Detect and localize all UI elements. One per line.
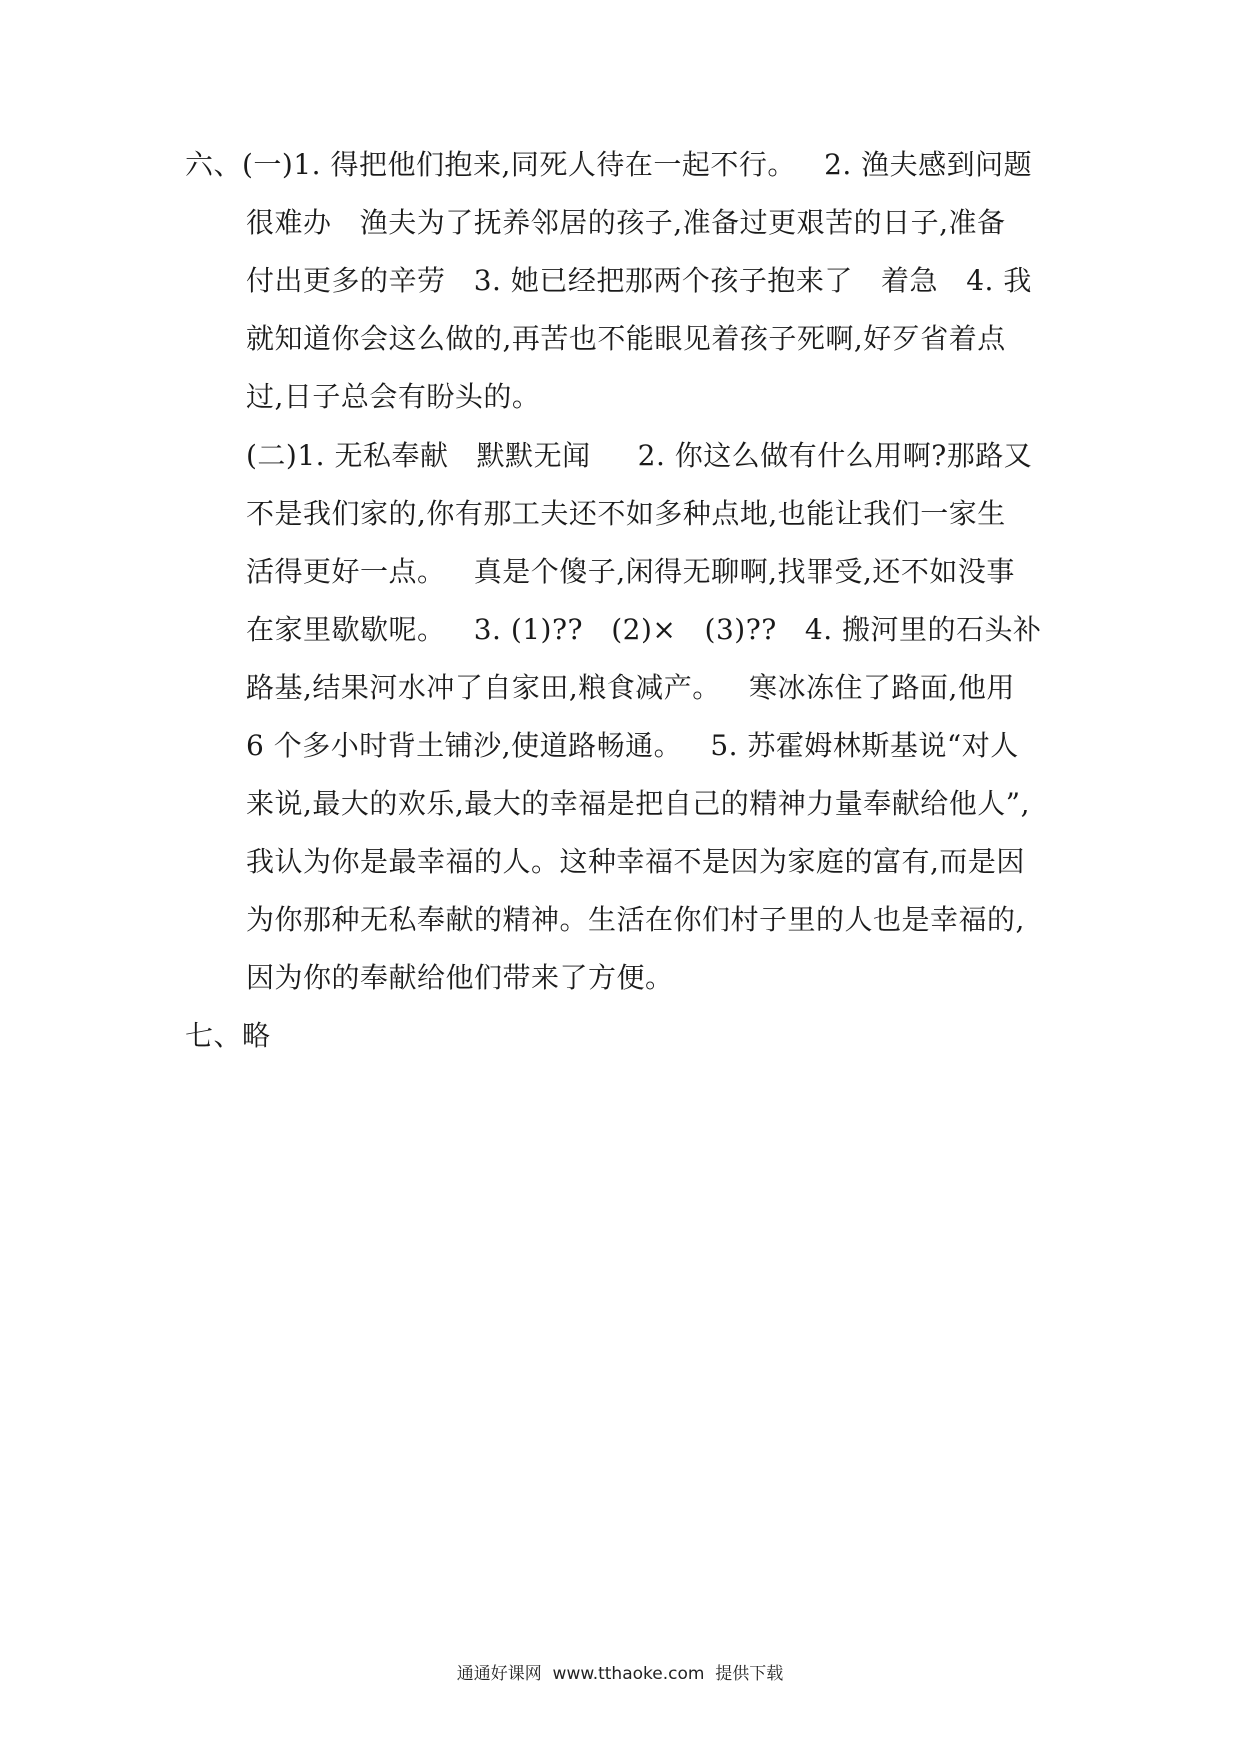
answer-line: 不是我们家的,你有那工夫还不如多种点地,也能让我们一家生	[246, 497, 1006, 530]
answer-line: 在家里歇歇呢。 3. (1)?? (2)× (3)?? 4. 搬河里的石头补	[246, 613, 1042, 646]
answer-line: 付出更多的辛劳 3. 她已经把那两个孩子抱来了 着急 4. 我	[246, 264, 1032, 297]
answer-line: 来说,最大的欢乐,最大的幸福是把自己的精神力量奉献给他人”,	[246, 787, 1031, 820]
page-footer: 通通好课网 www.tthaoke.com 提供下载	[456, 1664, 784, 1684]
answer-line: 六、(一)1. 得把他们抱来,同死人待在一起不行。 2. 渔夫感到问题	[185, 148, 1033, 181]
answer-line: 活得更好一点。 真是个傻子,闲得无聊啊,找罪受,还不如没事	[246, 555, 1015, 588]
answer-line: 路基,结果河水冲了自家田,粮食减产。 寒冰冻住了路面,他用	[246, 671, 1015, 704]
answer-line: 过,日子总会有盼头的。	[246, 380, 541, 413]
answer-line: 为你那种无私奉献的精神。生活在你们村子里的人也是幸福的,	[246, 903, 1025, 936]
section-seven-heading: 七、略	[185, 1019, 271, 1052]
answer-line: 6 个多小时背土铺沙,使道路畅通。 5. 苏霍姆林斯基说“对人	[246, 729, 1019, 762]
answer-line: 很难办 渔夫为了抚养邻居的孩子,准备过更艰苦的日子,准备	[246, 206, 1006, 239]
answer-line: 因为你的奉献给他们带来了方便。	[246, 961, 674, 994]
answer-line: 就知道你会这么做的,再苦也不能眼见着孩子死啊,好歹省着点	[246, 322, 1006, 355]
answer-line: 我认为你是最幸福的人。这种幸福不是因为家庭的富有,而是因	[246, 845, 1025, 878]
answer-line: (二)1. 无私奉献 默默无闻 2. 你这么做有什么用啊?那路又	[246, 439, 1033, 472]
